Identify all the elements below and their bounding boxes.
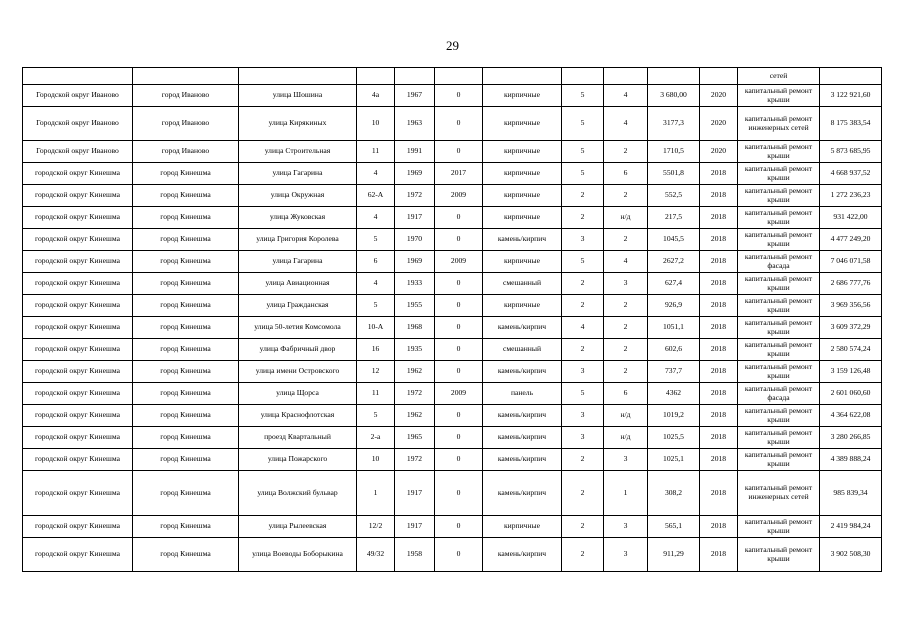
cell-floors: 2 [562, 538, 604, 572]
cell-house-number: 4 [357, 273, 395, 295]
cell-entrances: 3 [604, 449, 648, 471]
cell-street: улица Пожарского [239, 449, 357, 471]
cell-municipality: городской округ Кинешма [23, 163, 133, 185]
cell-entrances: н/д [604, 207, 648, 229]
cell-repair-type: капитальный ремонт крыши [738, 185, 820, 207]
cell-planned-year: 2018 [700, 185, 738, 207]
cell-planned-year: 2020 [700, 85, 738, 107]
cell-year-built: 1917 [395, 516, 435, 538]
cell-entrances: 2 [604, 141, 648, 163]
cell-house-number: 4а [357, 85, 395, 107]
cell-repair-cost: 3 280 266,85 [820, 427, 882, 449]
cell-year-built: 1969 [395, 251, 435, 273]
cell-wall-material: кирпичные [483, 295, 562, 317]
cell-year-renovated: 0 [435, 516, 483, 538]
cell-repair-cost: 4 477 249,20 [820, 229, 882, 251]
table-row [23, 141, 882, 163]
cell-wall-material: камень/кирпич [483, 427, 562, 449]
cell-wall-material: смешанный [483, 339, 562, 361]
cell-municipality: городской округ Кинешма [23, 251, 133, 273]
cell-house-number: 12 [357, 361, 395, 383]
cell-municipality [23, 68, 133, 85]
cell-repair-type: сетей [738, 68, 820, 85]
cell-wall-material: камень/кирпич [483, 229, 562, 251]
cell-settlement: город Кинешма [133, 163, 239, 185]
cell-floors: 2 [562, 339, 604, 361]
cell-year-built [395, 68, 435, 85]
cell-year-renovated: 2009 [435, 383, 483, 405]
cell-entrances: 6 [604, 383, 648, 405]
cell-entrances: 6 [604, 163, 648, 185]
cell-repair-type: капитальный ремонт крыши [738, 339, 820, 361]
cell-repair-cost: 931 422,00 [820, 207, 882, 229]
cell-year-renovated: 0 [435, 361, 483, 383]
cell-planned-year: 2018 [700, 383, 738, 405]
cell-repair-cost: 2 601 060,60 [820, 383, 882, 405]
cell-year-renovated: 0 [435, 273, 483, 295]
cell-repair-cost: 5 873 685,95 [820, 141, 882, 163]
cell-entrances: 2 [604, 185, 648, 207]
cell-street: улица Краснофлотская [239, 405, 357, 427]
cell-municipality: городской округ Кинешма [23, 516, 133, 538]
cell-floors: 5 [562, 251, 604, 273]
cell-floors: 5 [562, 163, 604, 185]
cell-repair-type: капитальный ремонт фасада [738, 251, 820, 273]
cell-planned-year: 2018 [700, 427, 738, 449]
cell-repair-cost [820, 68, 882, 85]
cell-street: улица Кирякиных [239, 107, 357, 141]
cell-wall-material: кирпичные [483, 107, 562, 141]
cell-street: улица Авиационная [239, 273, 357, 295]
cell-wall-material: камень/кирпич [483, 449, 562, 471]
cell-floors: 2 [562, 449, 604, 471]
table-row [23, 538, 882, 572]
cell-total-area: 926,9 [648, 295, 700, 317]
table-row [23, 229, 882, 251]
cell-total-area: 627,4 [648, 273, 700, 295]
cell-year-renovated: 0 [435, 538, 483, 572]
cell-total-area: 308,2 [648, 471, 700, 516]
cell-municipality: городской округ Кинешма [23, 538, 133, 572]
cell-year-built: 1970 [395, 229, 435, 251]
cell-entrances: н/д [604, 405, 648, 427]
cell-street: улица Воеводы Боборыкина [239, 538, 357, 572]
cell-year-built: 1972 [395, 383, 435, 405]
cell-wall-material: кирпичные [483, 141, 562, 163]
cell-wall-material: панель [483, 383, 562, 405]
cell-street: улица Жуковская [239, 207, 357, 229]
cell-year-renovated: 0 [435, 295, 483, 317]
cell-total-area: 737,7 [648, 361, 700, 383]
cell-repair-type: капитальный ремонт крыши [738, 538, 820, 572]
cell-repair-cost: 2 686 777,76 [820, 273, 882, 295]
table-row [23, 107, 882, 141]
cell-total-area: 1025,5 [648, 427, 700, 449]
cell-planned-year: 2020 [700, 141, 738, 163]
cell-wall-material: смешанный [483, 273, 562, 295]
cell-repair-cost: 2 580 574,24 [820, 339, 882, 361]
cell-year-built: 1972 [395, 449, 435, 471]
cell-year-built: 1991 [395, 141, 435, 163]
cell-planned-year: 2018 [700, 251, 738, 273]
cell-total-area: 1045,5 [648, 229, 700, 251]
table-row [23, 516, 882, 538]
cell-house-number: 5 [357, 405, 395, 427]
cell-total-area: 1051,1 [648, 317, 700, 339]
table-row [23, 383, 882, 405]
cell-house-number [357, 68, 395, 85]
cell-planned-year [700, 68, 738, 85]
cell-house-number: 49/32 [357, 538, 395, 572]
cell-planned-year: 2020 [700, 107, 738, 141]
cell-repair-type: капитальный ремонт крыши [738, 516, 820, 538]
table-row [23, 471, 882, 516]
cell-repair-cost: 4 389 888,24 [820, 449, 882, 471]
cell-street: улица Рылеевская [239, 516, 357, 538]
cell-street: улица имени Островского [239, 361, 357, 383]
cell-floors: 2 [562, 471, 604, 516]
cell-floors: 5 [562, 85, 604, 107]
cell-repair-type: капитальный ремонт крыши [738, 317, 820, 339]
cell-year-renovated: 2017 [435, 163, 483, 185]
cell-floors: 2 [562, 273, 604, 295]
cell-repair-type: капитальный ремонт крыши [738, 141, 820, 163]
cell-house-number: 10-А [357, 317, 395, 339]
cell-entrances: 2 [604, 295, 648, 317]
cell-year-renovated: 0 [435, 427, 483, 449]
cell-year-built: 1917 [395, 207, 435, 229]
cell-planned-year: 2018 [700, 295, 738, 317]
cell-planned-year: 2018 [700, 361, 738, 383]
cell-wall-material: камень/кирпич [483, 471, 562, 516]
cell-settlement: город Иваново [133, 107, 239, 141]
cell-municipality: Городской округ Иваново [23, 107, 133, 141]
cell-planned-year: 2018 [700, 405, 738, 427]
cell-total-area: 911,29 [648, 538, 700, 572]
cell-settlement: город Иваново [133, 85, 239, 107]
cell-entrances: 2 [604, 361, 648, 383]
cell-street: улица Шошина [239, 85, 357, 107]
cell-street: улица Гражданская [239, 295, 357, 317]
cell-wall-material [483, 68, 562, 85]
cell-floors: 3 [562, 427, 604, 449]
cell-total-area: 3177,3 [648, 107, 700, 141]
cell-repair-cost: 3 122 921,60 [820, 85, 882, 107]
cell-total-area: 1019,2 [648, 405, 700, 427]
cell-floors: 5 [562, 107, 604, 141]
cell-settlement: город Кинешма [133, 229, 239, 251]
table-row [23, 427, 882, 449]
cell-entrances: 2 [604, 229, 648, 251]
cell-street: улица Волжский бульвар [239, 471, 357, 516]
cell-house-number: 5 [357, 295, 395, 317]
cell-house-number: 4 [357, 207, 395, 229]
cell-street: улица Фабричный двор [239, 339, 357, 361]
cell-settlement: город Иваново [133, 141, 239, 163]
cell-repair-cost: 3 159 126,48 [820, 361, 882, 383]
cell-planned-year: 2018 [700, 273, 738, 295]
cell-municipality: городской округ Кинешма [23, 361, 133, 383]
cell-house-number: 10 [357, 449, 395, 471]
cell-total-area: 217,5 [648, 207, 700, 229]
cell-wall-material: кирпичные [483, 516, 562, 538]
cell-planned-year: 2018 [700, 516, 738, 538]
cell-year-renovated: 0 [435, 141, 483, 163]
cell-year-built: 1965 [395, 427, 435, 449]
cell-floors: 2 [562, 207, 604, 229]
cell-repair-type: капитальный ремонт крыши [738, 163, 820, 185]
cell-repair-type: капитальный ремонт инженерных сетей [738, 107, 820, 141]
cell-total-area: 5501,8 [648, 163, 700, 185]
cell-planned-year: 2018 [700, 339, 738, 361]
cell-house-number: 16 [357, 339, 395, 361]
cell-municipality: городской округ Кинешма [23, 471, 133, 516]
table-row [23, 405, 882, 427]
cell-repair-cost: 985 839,34 [820, 471, 882, 516]
cell-floors: 3 [562, 229, 604, 251]
cell-planned-year: 2018 [700, 317, 738, 339]
cell-settlement: город Кинешма [133, 251, 239, 273]
cell-year-built: 1933 [395, 273, 435, 295]
cell-repair-type: капитальный ремонт крыши [738, 229, 820, 251]
table-row [23, 163, 882, 185]
cell-repair-cost: 3 969 356,56 [820, 295, 882, 317]
cell-year-built: 1917 [395, 471, 435, 516]
cell-floors: 3 [562, 361, 604, 383]
cell-street: улица Григория Королева [239, 229, 357, 251]
cell-entrances: 2 [604, 317, 648, 339]
cell-wall-material: камень/кирпич [483, 317, 562, 339]
cell-settlement: город Кинешма [133, 273, 239, 295]
cell-year-renovated: 2009 [435, 251, 483, 273]
cell-year-built: 1969 [395, 163, 435, 185]
cell-repair-cost: 4 668 937,52 [820, 163, 882, 185]
cell-total-area: 4362 [648, 383, 700, 405]
cell-floors [562, 68, 604, 85]
cell-municipality: городской округ Кинешма [23, 185, 133, 207]
cell-settlement: город Кинешма [133, 405, 239, 427]
cell-house-number: 4 [357, 163, 395, 185]
cell-municipality: городской округ Кинешма [23, 427, 133, 449]
cell-municipality: городской округ Кинешма [23, 339, 133, 361]
cell-year-built: 1955 [395, 295, 435, 317]
cell-entrances [604, 68, 648, 85]
cell-settlement: город Кинешма [133, 383, 239, 405]
cell-year-renovated: 2009 [435, 185, 483, 207]
cell-settlement: город Кинешма [133, 339, 239, 361]
cell-municipality: городской округ Кинешма [23, 405, 133, 427]
cell-year-renovated: 0 [435, 85, 483, 107]
cell-repair-cost: 3 902 508,30 [820, 538, 882, 572]
cell-settlement: город Кинешма [133, 295, 239, 317]
cell-planned-year: 2018 [700, 207, 738, 229]
cell-wall-material: камень/кирпич [483, 405, 562, 427]
cell-floors: 3 [562, 405, 604, 427]
cell-repair-cost: 4 364 622,08 [820, 405, 882, 427]
cell-municipality: городской округ Кинешма [23, 207, 133, 229]
cell-settlement: город Кинешма [133, 449, 239, 471]
cell-year-built: 1968 [395, 317, 435, 339]
cell-year-renovated: 0 [435, 107, 483, 141]
cell-entrances: 3 [604, 538, 648, 572]
table-row [23, 273, 882, 295]
cell-year-renovated [435, 68, 483, 85]
cell-year-built: 1962 [395, 405, 435, 427]
cell-year-renovated: 0 [435, 339, 483, 361]
cell-total-area: 3 680,00 [648, 85, 700, 107]
cell-street: улица Строительная [239, 141, 357, 163]
cell-repair-type: капитальный ремонт крыши [738, 361, 820, 383]
table-row [23, 361, 882, 383]
cell-year-renovated: 0 [435, 405, 483, 427]
cell-floors: 2 [562, 185, 604, 207]
cell-year-renovated: 0 [435, 317, 483, 339]
cell-floors: 4 [562, 317, 604, 339]
cell-entrances: 4 [604, 85, 648, 107]
cell-repair-type: капитальный ремонт крыши [738, 427, 820, 449]
table-row [23, 207, 882, 229]
cell-year-renovated: 0 [435, 229, 483, 251]
cell-total-area: 2627,2 [648, 251, 700, 273]
cell-repair-type: капитальный ремонт крыши [738, 207, 820, 229]
cell-wall-material: камень/кирпич [483, 538, 562, 572]
cell-year-built: 1963 [395, 107, 435, 141]
cell-year-renovated: 0 [435, 471, 483, 516]
cell-settlement [133, 68, 239, 85]
cell-repair-cost: 2 419 984,24 [820, 516, 882, 538]
table-row [23, 317, 882, 339]
cell-repair-cost: 8 175 383,54 [820, 107, 882, 141]
cell-entrances: 4 [604, 251, 648, 273]
cell-street: улица 50-летия Комсомола [239, 317, 357, 339]
cell-settlement: город Кинешма [133, 361, 239, 383]
cell-house-number: 2-а [357, 427, 395, 449]
cell-year-built: 1958 [395, 538, 435, 572]
table-row [23, 68, 882, 85]
cell-repair-type: капитальный ремонт крыши [738, 85, 820, 107]
cell-settlement: город Кинешма [133, 427, 239, 449]
cell-entrances: 2 [604, 339, 648, 361]
cell-municipality: Городской округ Иваново [23, 85, 133, 107]
cell-municipality: городской округ Кинешма [23, 383, 133, 405]
cell-street: улица Щорса [239, 383, 357, 405]
cell-house-number: 11 [357, 383, 395, 405]
cell-repair-type: капитальный ремонт крыши [738, 405, 820, 427]
cell-settlement: город Кинешма [133, 538, 239, 572]
cell-house-number: 11 [357, 141, 395, 163]
cell-wall-material: камень/кирпич [483, 361, 562, 383]
cell-total-area: 565,1 [648, 516, 700, 538]
page-number: 29 [446, 38, 459, 53]
cell-repair-type: капитальный ремонт крыши [738, 449, 820, 471]
table-row [23, 251, 882, 273]
cell-settlement: город Кинешма [133, 516, 239, 538]
cell-settlement: город Кинешма [133, 317, 239, 339]
cell-repair-cost: 7 046 071,58 [820, 251, 882, 273]
cell-municipality: городской округ Кинешма [23, 317, 133, 339]
cell-wall-material: кирпичные [483, 207, 562, 229]
cell-floors: 2 [562, 516, 604, 538]
cell-municipality: Городской округ Иваново [23, 141, 133, 163]
cell-house-number: 6 [357, 251, 395, 273]
cell-planned-year: 2018 [700, 471, 738, 516]
cell-settlement: город Кинешма [133, 471, 239, 516]
cell-floors: 5 [562, 141, 604, 163]
cell-repair-type: капитальный ремонт фасада [738, 383, 820, 405]
cell-repair-type: капитальный ремонт крыши [738, 273, 820, 295]
cell-year-built: 1967 [395, 85, 435, 107]
cell-wall-material: кирпичные [483, 163, 562, 185]
cell-wall-material: кирпичные [483, 185, 562, 207]
housing-repair-table [22, 67, 882, 572]
cell-municipality: городской округ Кинешма [23, 273, 133, 295]
table-row [23, 185, 882, 207]
cell-year-built: 1935 [395, 339, 435, 361]
cell-settlement: город Кинешма [133, 207, 239, 229]
table-row [23, 85, 882, 107]
cell-street: улица Гагарина [239, 163, 357, 185]
cell-house-number: 12/2 [357, 516, 395, 538]
cell-settlement: город Кинешма [133, 185, 239, 207]
cell-year-renovated: 0 [435, 207, 483, 229]
cell-floors: 2 [562, 295, 604, 317]
cell-total-area: 1710,5 [648, 141, 700, 163]
cell-planned-year: 2018 [700, 538, 738, 572]
cell-wall-material: кирпичные [483, 251, 562, 273]
cell-entrances: 1 [604, 471, 648, 516]
cell-street [239, 68, 357, 85]
table-row [23, 339, 882, 361]
cell-municipality: городской округ Кинешма [23, 449, 133, 471]
cell-planned-year: 2018 [700, 163, 738, 185]
cell-municipality: городской округ Кинешма [23, 229, 133, 251]
cell-total-area [648, 68, 700, 85]
cell-year-built: 1972 [395, 185, 435, 207]
cell-entrances: 3 [604, 273, 648, 295]
cell-planned-year: 2018 [700, 229, 738, 251]
cell-repair-cost: 1 272 236,23 [820, 185, 882, 207]
cell-year-built: 1962 [395, 361, 435, 383]
cell-municipality: городской округ Кинешма [23, 295, 133, 317]
cell-house-number: 1 [357, 471, 395, 516]
cell-repair-type: капитальный ремонт крыши [738, 295, 820, 317]
table-row [23, 295, 882, 317]
cell-repair-cost: 3 609 372,29 [820, 317, 882, 339]
cell-house-number: 5 [357, 229, 395, 251]
cell-floors: 5 [562, 383, 604, 405]
cell-street: улица Окружная [239, 185, 357, 207]
cell-repair-type: капитальный ремонт инженерных сетей [738, 471, 820, 516]
cell-street: проезд Квартальный [239, 427, 357, 449]
table-row [23, 449, 882, 471]
cell-entrances: 4 [604, 107, 648, 141]
cell-house-number: 62-А [357, 185, 395, 207]
cell-entrances: 3 [604, 516, 648, 538]
cell-total-area: 552,5 [648, 185, 700, 207]
cell-total-area: 1025,1 [648, 449, 700, 471]
cell-planned-year: 2018 [700, 449, 738, 471]
cell-year-renovated: 0 [435, 449, 483, 471]
cell-total-area: 602,6 [648, 339, 700, 361]
cell-street: улица Гагарина [239, 251, 357, 273]
cell-wall-material: кирпичные [483, 85, 562, 107]
cell-house-number: 10 [357, 107, 395, 141]
cell-entrances: н/д [604, 427, 648, 449]
